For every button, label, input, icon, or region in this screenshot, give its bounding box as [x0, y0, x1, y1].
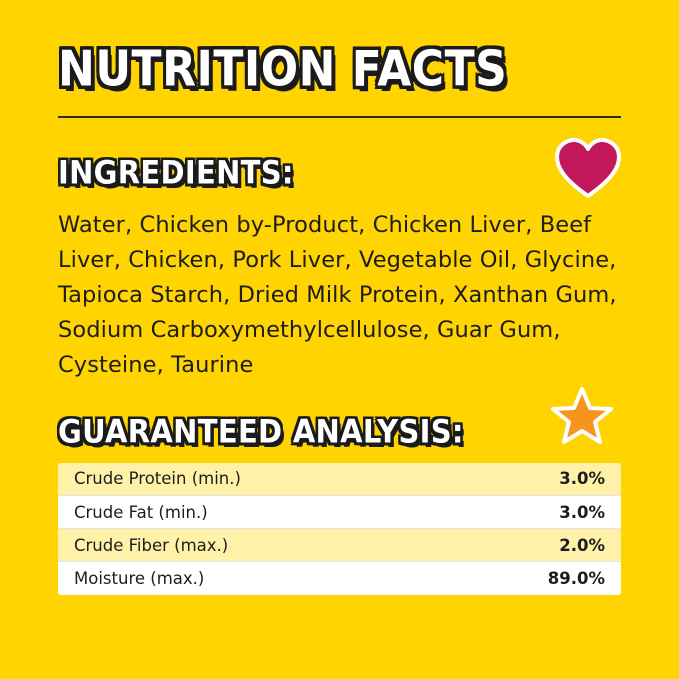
analysis-label: Crude Protein (min.): [58, 463, 447, 496]
guaranteed-analysis-table: [58, 463, 621, 595]
ingredients-section: [58, 154, 621, 382]
ingredients-text: Water, Chicken by-Product, Chicken Liver, Beef Liver, Chicken, Pork Liver, Vegetable Oil, Glycine, Tapioca Starch, Dried Milk Protein, Xanthan Gum, Sodium Carboxymethylcellulose, Guar Gum, Cysteine, Taurine: [58, 212, 617, 378]
table-row: [58, 463, 621, 496]
ingredients-heading: INGREDIENTS:: [58, 154, 294, 192]
title-divider: [58, 116, 621, 118]
table-row: [58, 562, 621, 595]
page-title: NUTRITION FACTS: [58, 40, 508, 98]
analysis-value: 2.0%: [447, 529, 621, 562]
table-row: [58, 496, 621, 529]
analysis-value: 3.0%: [447, 463, 621, 496]
guaranteed-analysis-heading: GUARANTEED ANALYSIS:: [58, 412, 464, 450]
table-row: [58, 529, 621, 562]
analysis-label: Crude Fiber (max.): [58, 529, 447, 562]
star-icon: [551, 385, 613, 447]
guaranteed-analysis-section: [58, 413, 621, 595]
analysis-value: 89.0%: [547, 568, 605, 588]
heart-icon: [555, 138, 621, 200]
analysis-label: Moisture (max.): [74, 568, 205, 588]
analysis-value: 3.0%: [447, 496, 621, 529]
analysis-label: Crude Fat (min.): [58, 496, 447, 529]
